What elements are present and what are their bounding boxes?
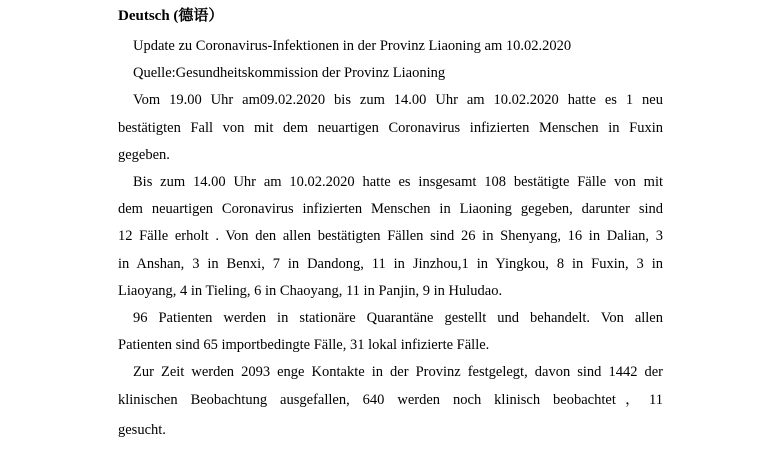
update-title: Update zu Coronavirus-Infektionen in der Provinz Liaoning am 10.02.2020 [133, 38, 572, 54]
source-line: Quelle:Gesundheitskommission der Provinz Liaoning [133, 65, 446, 81]
paragraph-4-line-3: gesucht. [118, 422, 166, 438]
language-heading: Deutsch (德语） [118, 8, 224, 24]
paragraph-4-line-1: Zur Zeit werden 2093 enge Kontakte in der Provinz festgelegt, davon sind 1442 der [133, 364, 663, 380]
paragraph-3-line-2: Patienten sind 65 importbedingte Fälle, 31 lokal infizierte Fälle. [118, 337, 490, 353]
paragraph-1-line-1: Vom 19.00 Uhr am09.02.2020 bis zum 14.00 Uhr am 10.02.2020 hatte es 1 neu [133, 92, 663, 108]
paragraph-1-line-2: bestätigten Fall von mit dem neuartigen Coronavirus infizierten Menschen in Fuxin [118, 120, 663, 136]
paragraph-2-line-1: Bis zum 14.00 Uhr am 10.02.2020 hatte es insgesamt 108 bestätigte Fälle von mit [133, 174, 663, 190]
paragraph-4-line-2: klinischen Beobachtung ausgefallen, 640 werden noch klinisch beobachtet，11 [118, 392, 663, 408]
paragraph-3-line-1: 96 Patienten werden in stationäre Quarantäne gestellt und behandelt. Von allen [133, 310, 663, 326]
paragraph-2-line-4: in Anshan, 3 in Benxi, 7 in Dandong, 11 in Jinzhou,1 in Yingkou, 8 in Fuxin, 3 in [118, 256, 663, 272]
paragraph-2-line-5: Liaoyang, 4 in Tieling, 6 in Chaoyang, 11 in Panjin, 9 in Huludao. [118, 283, 503, 299]
paragraph-1-line-3: gegeben. [118, 147, 170, 163]
paragraph-2-line-3: 12 Fälle erholt . Von den allen bestätigten Fällen sind 26 in Shenyang, 16 in Dalian, 3 [118, 228, 663, 244]
paragraph-2-line-2: dem neuartigen Coronavirus infizierten Menschen in Liaoning gegeben, darunter sind [118, 201, 663, 217]
